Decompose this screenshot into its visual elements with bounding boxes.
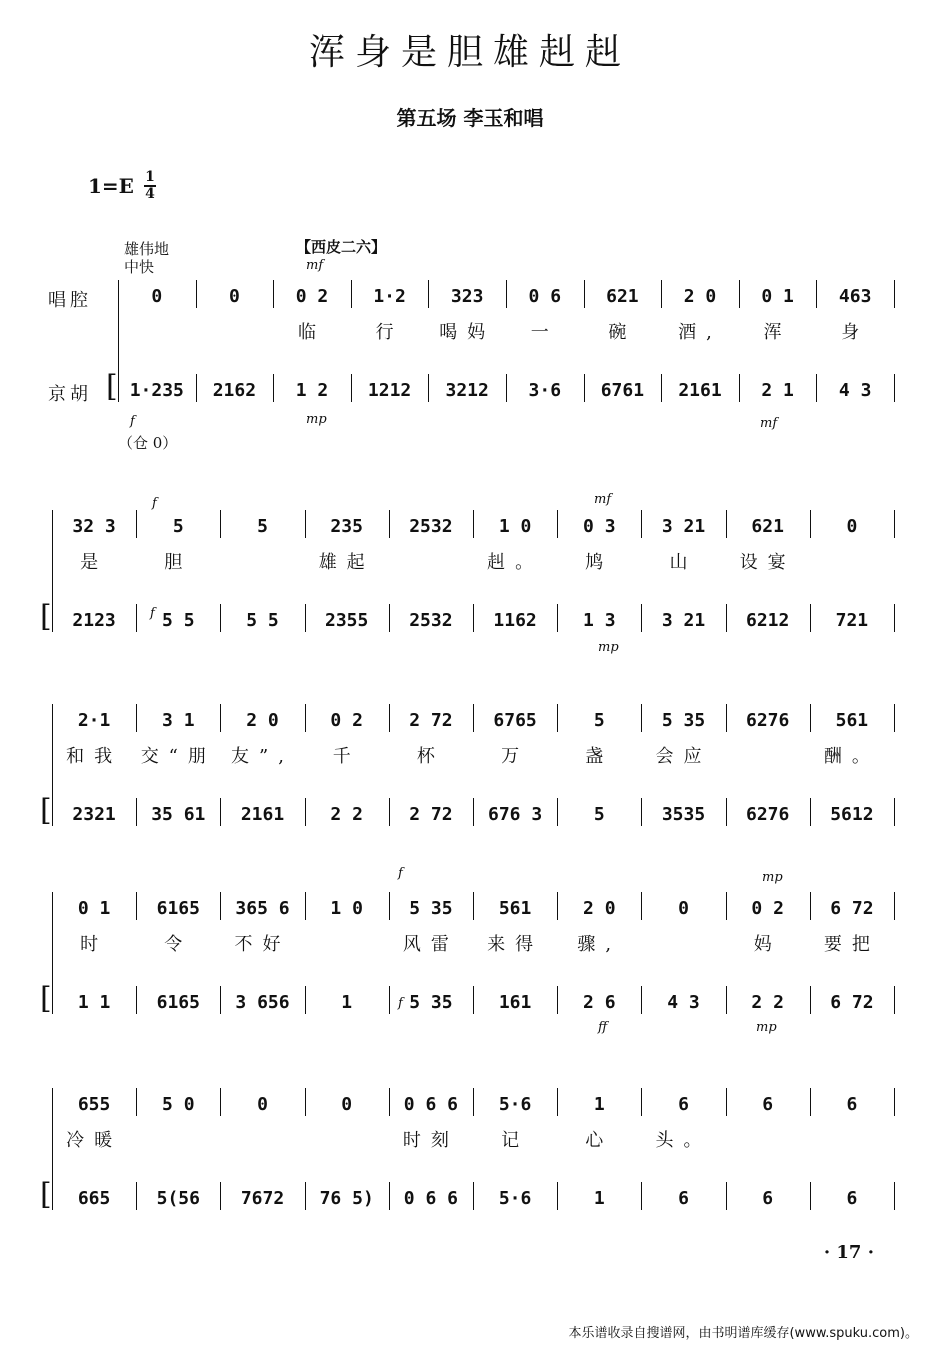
voice-note: 0 1 <box>77 898 111 919</box>
barline <box>726 1088 727 1116</box>
barline <box>894 1088 895 1116</box>
voice-note: 0 <box>846 516 858 537</box>
lyric: 杯 <box>416 746 445 767</box>
voice-note: 0 3 <box>583 516 616 537</box>
barline <box>136 604 137 632</box>
barline <box>351 374 352 402</box>
voice-note: 0 2 <box>295 286 329 307</box>
jinghu-note: 1 2 <box>295 380 329 401</box>
system-brace: [ <box>40 1177 52 1212</box>
voice-note: 621 <box>606 286 639 307</box>
voice-note: 5 0 <box>162 1094 195 1115</box>
barline <box>557 704 558 732</box>
dynamic-marking: mf <box>306 258 324 273</box>
voice-note: 0 2 <box>751 898 784 919</box>
voice-note: 2 0 <box>246 710 279 731</box>
jinghu-note: 6761 <box>600 380 645 401</box>
barline <box>894 510 895 538</box>
barline <box>473 1182 474 1210</box>
voice-note: 32 3 <box>72 516 116 537</box>
barline <box>473 604 474 632</box>
voice-note: 6 <box>762 1094 774 1115</box>
voice-note: 0 6 <box>528 286 562 307</box>
voice-note: 621 <box>751 516 784 537</box>
jinghu-note: 6212 <box>746 610 790 631</box>
system-brace: [ <box>40 981 52 1016</box>
barline <box>506 280 507 308</box>
barline <box>810 1088 811 1116</box>
barline <box>305 704 306 732</box>
barline <box>894 280 895 308</box>
lyric: 万 <box>501 746 530 767</box>
time-sig-numerator: 1 <box>145 169 155 185</box>
barline <box>136 1088 137 1116</box>
barline <box>641 604 642 632</box>
dynamic-marking: f <box>130 414 135 429</box>
barline <box>894 798 895 826</box>
jinghu-note: 35 61 <box>151 804 206 825</box>
jinghu-note: 2 72 <box>409 804 453 825</box>
lyric: 行 <box>375 322 404 343</box>
jinghu-note: 2 2 <box>330 804 363 825</box>
barline <box>894 892 895 920</box>
lyric: 时 <box>80 934 109 955</box>
jinghu-note: 5 5 <box>246 610 279 631</box>
lyric: 心 <box>585 1130 614 1151</box>
barline <box>389 892 390 920</box>
dynamic-marking: f <box>398 996 403 1011</box>
barline <box>273 374 274 402</box>
percussion-marking: （仓 0） <box>118 434 178 452</box>
jinghu-note: 2355 <box>325 610 369 631</box>
jinghu-note: 1 <box>341 992 353 1013</box>
lyric: 头。 <box>655 1130 712 1151</box>
lyric: 不好 <box>234 934 291 955</box>
voice-note: 5 <box>257 516 268 537</box>
barline <box>305 604 306 632</box>
barline <box>557 986 558 1014</box>
page-subtitle: 第五场 李玉和唱 <box>396 106 544 130</box>
lyric: 雄起 <box>318 552 375 573</box>
jinghu-note: 6 72 <box>830 992 874 1013</box>
barline <box>389 798 390 826</box>
barline <box>473 798 474 826</box>
jinghu-note: 5 5 <box>162 610 195 631</box>
lyric: 冷暖 <box>66 1130 123 1151</box>
barline <box>810 892 811 920</box>
barline <box>473 892 474 920</box>
jinghu-note: 1·235 <box>129 380 184 401</box>
voice-note: 0 <box>257 1094 268 1115</box>
voice-note: 323 <box>450 286 484 307</box>
voice-note: 0 1 <box>761 286 794 307</box>
lyric: 时刻 <box>402 1130 459 1151</box>
jinghu-note: 2161 <box>678 380 722 401</box>
barline <box>473 704 474 732</box>
barline <box>389 1088 390 1116</box>
barline <box>136 986 137 1014</box>
barline <box>739 280 740 308</box>
voice-note: 6 72 <box>830 898 874 919</box>
barline <box>273 280 274 308</box>
lyric: 会应 <box>655 746 712 767</box>
lyric: 身 <box>841 322 870 343</box>
barline <box>726 1182 727 1210</box>
voice-note: 0 <box>341 1094 353 1115</box>
voice-note: 6276 <box>746 710 790 731</box>
barline <box>726 604 727 632</box>
barline <box>389 704 390 732</box>
voice-note: 2532 <box>409 516 453 537</box>
lyric: 酬。 <box>823 746 880 767</box>
lyric: 令 <box>164 934 193 955</box>
dynamic-marking: mp <box>756 1020 777 1035</box>
jinghu-note: 0 6 6 <box>403 1188 458 1209</box>
barline <box>726 510 727 538</box>
voice-note: 561 <box>835 710 869 731</box>
time-signature <box>144 170 156 202</box>
barline <box>894 1182 895 1210</box>
jinghu-note: 2123 <box>72 610 116 631</box>
barline <box>220 604 221 632</box>
barline <box>196 280 197 308</box>
system-bar <box>118 280 119 402</box>
barline <box>136 510 137 538</box>
jinghu-note: 2321 <box>72 804 116 825</box>
voice-note: 2 0 <box>683 286 717 307</box>
barline <box>641 986 642 1014</box>
jinghu-note: 2161 <box>240 804 285 825</box>
lyric: 千 <box>332 746 361 767</box>
lyric: 胆 <box>164 552 193 573</box>
tempo-marking-1: 雄伟地 <box>124 240 170 258</box>
voice-note: 561 <box>498 898 532 919</box>
lyric: 记 <box>501 1130 530 1151</box>
jinghu-note: 5(56 <box>156 1188 200 1209</box>
jinghu-note: 6276 <box>746 804 790 825</box>
jinghu-note: 3 21 <box>661 610 706 631</box>
voice-note: 6165 <box>156 898 200 919</box>
barline <box>810 1182 811 1210</box>
barline <box>136 1182 137 1210</box>
barline <box>810 986 811 1014</box>
lyric: 妈 <box>753 934 782 955</box>
dynamic-marking: f <box>150 606 155 621</box>
barline <box>894 604 895 632</box>
voice-note: 0 <box>678 898 689 919</box>
barline <box>473 986 474 1014</box>
footer-note: 本乐谱收录自搜谱网，由书明谱库缓存(www.spuku.com)。 <box>568 1326 918 1341</box>
barline <box>220 986 221 1014</box>
barline <box>739 374 740 402</box>
voice-note: 3 1 <box>162 710 195 731</box>
jinghu-note: 5·6 <box>498 1188 532 1209</box>
lyric: 一 <box>530 322 559 343</box>
voice-note: 2 72 <box>409 710 453 731</box>
barline <box>816 280 817 308</box>
barline <box>220 704 221 732</box>
jinghu-note: 3212 <box>445 380 489 401</box>
jinghu-note: 2532 <box>409 610 453 631</box>
barline <box>557 1088 558 1116</box>
barline <box>641 1088 642 1116</box>
lyric: 山 <box>669 552 698 573</box>
mode-marking: 【西皮二六】 <box>296 238 387 256</box>
time-sig-denominator: 4 <box>145 186 155 202</box>
voice-note: 2·1 <box>77 710 111 731</box>
barline <box>136 704 137 732</box>
lyric: 骤, <box>577 934 622 955</box>
jinghu-note: 7672 <box>240 1188 285 1209</box>
page-number: · 17 · <box>823 1242 874 1263</box>
barline <box>894 374 895 402</box>
dynamic-marking: mf <box>594 492 612 507</box>
barline <box>428 280 429 308</box>
barline <box>894 986 895 1014</box>
barline <box>661 280 662 308</box>
voice-note: 3 21 <box>661 516 706 537</box>
voice-note: 463 <box>838 286 872 307</box>
jinghu-note: 1212 <box>367 380 412 401</box>
barline <box>506 374 507 402</box>
jinghu-note: 2 6 <box>583 992 616 1013</box>
system-brace: [ <box>106 369 118 404</box>
barline <box>641 892 642 920</box>
barline <box>557 604 558 632</box>
page-title: 浑身是胆雄赳赳 <box>308 32 631 73</box>
barline <box>220 1088 221 1116</box>
barline <box>305 1088 306 1116</box>
system-brace: [ <box>40 793 52 828</box>
barline <box>641 510 642 538</box>
lyric: 友”, <box>231 746 294 767</box>
system-brace: [ <box>40 599 52 634</box>
jinghu-note: 4 3 <box>838 380 872 401</box>
barline <box>584 374 585 402</box>
lyric: 风雷 <box>402 934 459 955</box>
barline <box>220 892 221 920</box>
jinghu-note: 721 <box>835 610 869 631</box>
voice-note: 6765 <box>493 710 537 731</box>
barline <box>389 510 390 538</box>
barline <box>584 280 585 308</box>
barline <box>136 798 137 826</box>
barline <box>726 986 727 1014</box>
system-bar <box>52 892 53 1014</box>
voice-note: 1 0 <box>498 516 532 537</box>
barline <box>641 798 642 826</box>
barline <box>351 280 352 308</box>
barline <box>389 604 390 632</box>
barline <box>305 510 306 538</box>
lyric: 鸠 <box>585 552 614 573</box>
voice-part-label: 唱腔 <box>48 290 92 311</box>
jinghu-note: 1162 <box>493 610 537 631</box>
barline <box>220 1182 221 1210</box>
barline <box>389 1182 390 1210</box>
jinghu-note: 3·6 <box>528 380 562 401</box>
voice-note: 365 6 <box>235 898 290 919</box>
system-bar <box>52 704 53 826</box>
jinghu-note: 3535 <box>661 804 706 825</box>
jinghu-note: 4 3 <box>667 992 700 1013</box>
voice-note: 5 35 <box>409 898 453 919</box>
barline <box>305 986 306 1014</box>
voice-note: 0 <box>228 286 240 307</box>
barline <box>220 510 221 538</box>
dynamic-marking: ff <box>598 1020 608 1035</box>
lyric: 交“朋 <box>140 746 216 767</box>
barline <box>661 374 662 402</box>
barline <box>305 798 306 826</box>
voice-note: 0 2 <box>330 710 363 731</box>
barline <box>305 1182 306 1210</box>
voice-note: 6 <box>846 1094 858 1115</box>
jinghu-note: 76 5) <box>319 1188 374 1209</box>
jinghu-note: 1 <box>593 1188 605 1209</box>
voice-note: 5 <box>172 516 184 537</box>
barline <box>557 798 558 826</box>
barline <box>389 986 390 1014</box>
lyric: 酒, <box>678 322 722 343</box>
voice-note: 1 <box>593 1094 605 1115</box>
voice-note: 5·6 <box>498 1094 532 1115</box>
system-bar <box>52 510 53 632</box>
voice-note: 1 0 <box>330 898 363 919</box>
barline <box>220 798 221 826</box>
jinghu-note: 1 3 <box>583 610 616 631</box>
dynamic-marking: mp <box>762 870 783 885</box>
jinghu-note: 2162 <box>212 380 257 401</box>
lyric: 浑 <box>763 322 792 343</box>
barline <box>136 892 137 920</box>
barline <box>557 1182 558 1210</box>
jinghu-note: 6 <box>846 1188 858 1209</box>
system-bar <box>52 1088 53 1210</box>
dynamic-marking: f <box>398 866 403 881</box>
jinghu-note: 5 35 <box>409 992 453 1013</box>
barline <box>894 704 895 732</box>
jinghu-note: 2 2 <box>751 992 784 1013</box>
lyric: 要把 <box>823 934 880 955</box>
jinghu-note: 676 3 <box>488 804 543 825</box>
dynamic-marking: mp <box>306 412 327 427</box>
lyric: 赳。 <box>487 552 544 573</box>
tempo-marking-2: 中快 <box>124 258 155 276</box>
jinghu-note: 1 1 <box>77 992 111 1013</box>
barline <box>473 510 474 538</box>
barline <box>557 510 558 538</box>
key-signature: 1=E <box>88 174 134 198</box>
voice-note: 6 <box>678 1094 689 1115</box>
dynamic-marking: mf <box>760 416 778 431</box>
barline <box>810 798 811 826</box>
lyric: 和我 <box>66 746 123 767</box>
barline <box>305 892 306 920</box>
jinghu-note: 5 <box>593 804 605 825</box>
jinghu-note: 6165 <box>156 992 200 1013</box>
lyric: 碗 <box>608 322 637 343</box>
barline <box>557 892 558 920</box>
lyric: 来得 <box>487 934 544 955</box>
barline <box>726 798 727 826</box>
voice-note: 1·2 <box>373 286 406 307</box>
barline <box>726 892 727 920</box>
barline <box>816 374 817 402</box>
jinghu-note: 5612 <box>830 804 874 825</box>
barline <box>810 510 811 538</box>
jinghu-note: 161 <box>498 992 532 1013</box>
barline <box>641 704 642 732</box>
lyric: 盏 <box>585 746 614 767</box>
voice-note: 0 6 6 <box>403 1094 458 1115</box>
voice-note: 655 <box>77 1094 111 1115</box>
jinghu-note: 665 <box>77 1188 111 1209</box>
voice-note: 5 35 <box>661 710 706 731</box>
barline <box>196 374 197 402</box>
lyric: 临 <box>298 322 326 343</box>
barline <box>810 704 811 732</box>
jinghu-note: 6 <box>762 1188 774 1209</box>
voice-note: 2 0 <box>583 898 616 919</box>
voice-note: 235 <box>330 516 363 537</box>
dynamic-marking: f <box>152 496 157 511</box>
jinghu-part-label: 京胡 <box>48 384 92 405</box>
lyric: 是 <box>80 552 109 573</box>
barline <box>473 1088 474 1116</box>
jinghu-note: 2 1 <box>761 380 794 401</box>
dynamic-marking: mp <box>598 640 619 655</box>
jinghu-note: 3 656 <box>235 992 290 1013</box>
barline <box>641 1182 642 1210</box>
barline <box>428 374 429 402</box>
jinghu-note: 6 <box>678 1188 689 1209</box>
lyric: 喝妈 <box>439 322 496 343</box>
voice-note: 5 <box>593 710 605 731</box>
barline <box>810 604 811 632</box>
lyric: 设宴 <box>739 552 796 573</box>
voice-note: 0 <box>151 286 163 307</box>
barline <box>726 704 727 732</box>
